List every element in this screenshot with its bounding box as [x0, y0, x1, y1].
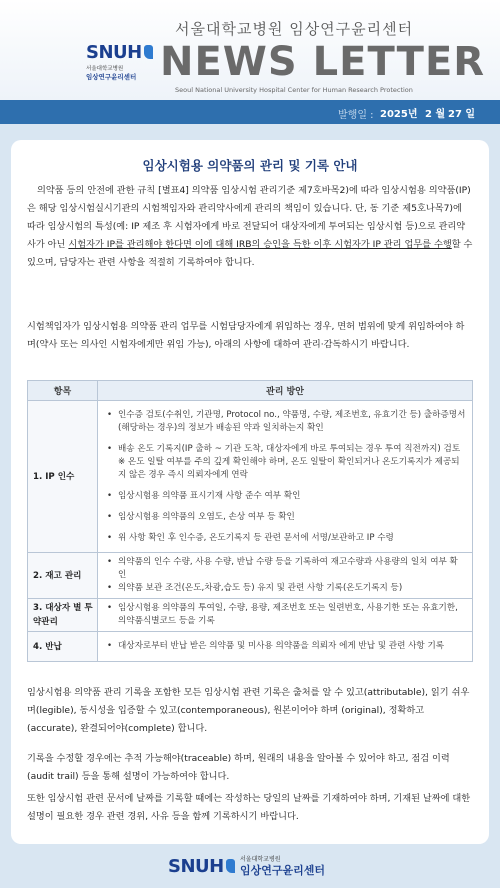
paragraph-delegation: 시험책임자가 임상시험용 의약품 관리 업무를 시험담당자에게 위임하는 경우, 면허 범위에 맞게 위임하여야 하며(약사 또는 의사인 시험자에게만 위임 가능), 아래의 사항에 대하여 관리·감독하시기 바랍니다. — [27, 321, 465, 350]
paragraph-record-correction: 기록을 수정할 경우에는 추적 가능해야(traceable) 하며, 원래의 내용을 알아볼 수 있어야 하고, 점검 이력(audit trail) 등을 통해 설명이 가능하여야 합니다. — [27, 753, 450, 782]
list-item: • 임상시험용 의약품 표시기재 사항 준수 여부 확인 — [106, 490, 466, 503]
logo-mark-icon — [144, 45, 153, 59]
paragraph-ip-responsibility — [27, 182, 473, 272]
footer-logo-text: SNUH — [168, 856, 224, 877]
list-item: • 위 사항 확인 후 인수증, 온도기록지 등 관련 문서에 서명/보관하고 IP 수령 — [106, 532, 466, 545]
p1-underlined: 시험자가 IP를 관리해야 한다면 이에 대해 IRB의 승인을 득한 이후 시험자가 IP 관리 업무를 수행 — [68, 239, 452, 250]
issue-month: 2 월 — [425, 109, 446, 120]
row-body — [98, 553, 473, 599]
newsletter-title: NEWS LETTER — [160, 39, 486, 85]
table-row — [28, 553, 473, 599]
paragraph-record-dates: 또한 임상시험 관련 문서에 날짜를 기록할 때에는 작성하는 당일의 날짜를 기재하여야 하며, 기재된 날짜에 대한 설명이 필요한 경우 관련 경위, 사유 등을 함께 기록하시기 바랍니다. — [27, 793, 471, 822]
p1-text-b: 할 수 있으며, 담당자는 관련 사항을 적절히 기록하여야 합니다. — [27, 239, 473, 268]
p1-text-a: 의약품 등의 안전에 관한 규칙 [별표4] 의약품 임상시험 관리기준 제7호바목2)에 따라 임상시험용 의약품(IP)은 해당 임상시험실시기관의 시험책임자와 관리약사에게 관리의 책임이 있습니다. 단, 동 기준 제5호나목7)에 따라 임상시험의 특성(예: IP 제조 후 시험자에게 바로 전달되어 대상자에게 투여되는 임상시험 등)으로 관리약사가 아닌 — [27, 185, 471, 250]
footer-sub-hospital: 서울대학교병원 — [240, 856, 281, 863]
header-subtitle: Seoul National University Hospital Center for Human Research Protection — [175, 86, 413, 94]
row-body — [98, 599, 473, 632]
list-item: • 의약품의 인수 수량, 사용 수량, 반납 수량 등을 기록하여 재고수량과 사용량의 일치 여부 확인 — [106, 556, 466, 582]
list-item: • 배송 온도 기록지(IP 출하 ~ 기관 도착, 대상자에게 바로 투여되는 경우 투여 직전까지) 검토 ※ 온도 일탈 여부를 주의 깊게 확인해야 하며, 온도 일탈이 확인되거나 온도기록지가 제공되지 않은 경우 즉시 의뢰자에게 연락 — [106, 443, 466, 482]
list-item: • 임상시험용 의약품의 오염도, 손상 여부 등 확인 — [106, 511, 466, 524]
row-body — [98, 401, 473, 553]
list-item: • 임상시험용 의약품의 투여일, 수량, 용량, 제조번호 또는 일련번호, 사용기한 또는 유효기한, 의약품식별코드 등을 기록 — [106, 602, 466, 628]
logo-sub-center: 임상연구윤리센터 — [86, 73, 137, 81]
table-row — [28, 599, 473, 632]
footer-logo — [168, 856, 326, 877]
footer-logo-mark-icon — [226, 859, 235, 873]
footer-sub-center: 임상연구윤리센터 — [240, 864, 326, 877]
issue-year: 2025년 — [380, 109, 418, 120]
paragraph-record-principles: 임상시험용 의약품 관리 기록을 포함한 모든 임상시험 관련 기록은 출처를 알 수 있고(attributable), 읽기 쉬우며(legible), 동시성을 입증할 수 있고(contemporaneous), 원본이어야 하며 (original), 정확하고(accurate), 완결되어야(complete) 합니다. — [27, 687, 470, 734]
table-row — [28, 632, 473, 662]
table-row — [28, 401, 473, 553]
table-header-plan: 관리 방안 — [98, 381, 473, 401]
issue-day: 27 일 — [448, 109, 476, 120]
issue-date-label: 발행일 : — [338, 110, 374, 121]
article-title: 임상시험용 의약품의 관리 및 기록 안내 — [142, 158, 358, 173]
newsletter-header — [0, 0, 500, 100]
ip-management-table — [27, 380, 473, 662]
list-item: • 대상자로부터 반납 받은 의약품 및 미사용 의약품을 의뢰자 에게 반납 및 관련 사항 기록 — [106, 640, 466, 653]
snuh-logo — [86, 44, 158, 82]
list-item: • 의약품 보관 조건(온도,차광,습도 등) 유지 및 관련 사항 기록(온도기록지 등) — [106, 582, 466, 595]
org-title: 서울대학교병원 임상연구윤리센터 — [175, 20, 414, 38]
table-header-item: 항목 — [28, 381, 98, 401]
row-label: 4. 반납 — [28, 632, 98, 662]
row-body — [98, 632, 473, 662]
list-item: • 인수증 검토(수취인, 기관명, Protocol no., 약품명, 수량, 제조번호, 유효기간 등) 출하증명서(해당하는 경우)의 정보가 배송된 약과 일치하는지 확인 — [106, 409, 466, 435]
row-label: 3. 대상자 별 투약관리 — [28, 599, 98, 632]
footer-logo-caption — [240, 856, 350, 877]
table-header-row — [28, 381, 473, 401]
row-label: 2. 재고 관리 — [28, 553, 98, 599]
footer — [0, 844, 500, 888]
article-card — [11, 140, 489, 844]
row-label: 1. IP 인수 — [28, 401, 98, 553]
logo-text: SNUH — [86, 42, 142, 63]
logo-sub-hospital: 서울대학교병원 — [86, 66, 124, 72]
issue-date-bar — [0, 100, 500, 124]
